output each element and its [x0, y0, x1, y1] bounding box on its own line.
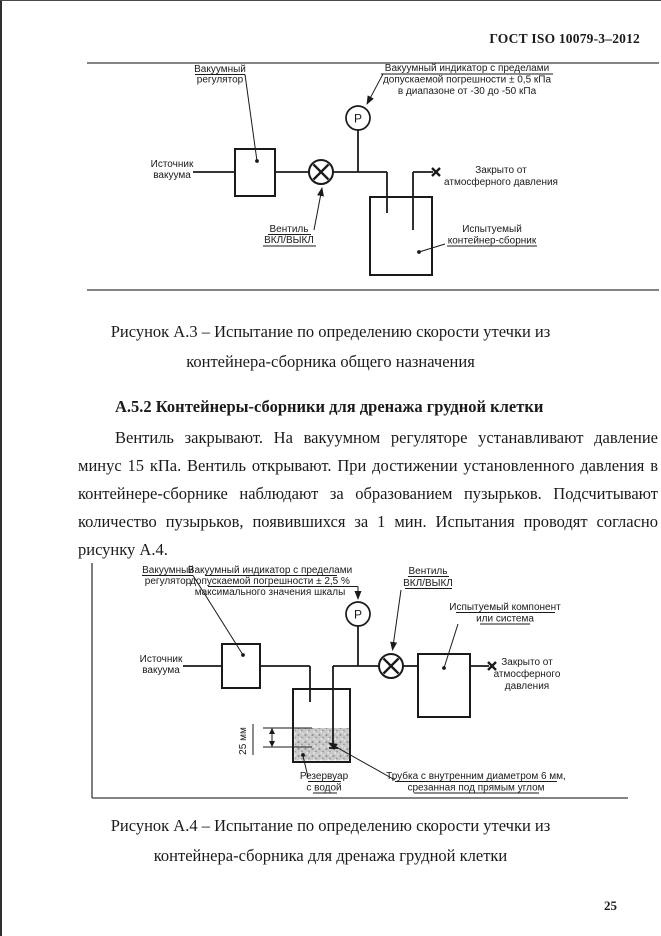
label-line: максимального значения шкалы [194, 587, 346, 598]
label-line: Испытуемый [462, 224, 522, 235]
label-line: вакуума [142, 665, 180, 676]
figure-a4-diagram [87, 558, 659, 803]
label-line: Источник [139, 654, 183, 665]
label-line: допускаемой погрешности ± 2,5 % [190, 576, 350, 587]
label-line: регулятор [144, 576, 192, 587]
caption-line: контейнера-сборника общего назначения [186, 351, 475, 371]
pressure-indicator-icon [346, 602, 370, 626]
label-line: допускаемой погрешности ± 0,5 кПа [382, 74, 552, 86]
label-tube-6mm [329, 743, 566, 794]
scan-edge [0, 0, 2, 936]
leader-arrow [314, 188, 322, 230]
figure-a3-diagram [87, 60, 659, 293]
label-test-container [417, 224, 537, 254]
label-line: вакуума [153, 170, 191, 181]
figure-a3-caption [78, 317, 583, 376]
label-vacuum-indicator [188, 565, 358, 599]
label-line: Вакуумный индикатор с пределами [187, 565, 353, 576]
label-line: Трубка с внутренним диаметром 6 мм, [386, 771, 566, 782]
leader-line [444, 624, 458, 668]
figure-a4-caption [78, 811, 583, 870]
label-vacuum-source [151, 159, 194, 181]
label-line: Закрыто от [501, 657, 553, 668]
body-paragraph: Вентиль закрывают. На вакуумном регуляторе устанавливают давление минус 15 кПа. Вентиль открывают. При достижении установленного давления в контейнере-сборнике наблюдают за образованием пузырьков. Подсчитывают количество пузырьков, появившихся за 1 мин. Испытания проводят согласно рисунку А.4. [78, 428, 658, 559]
label-vacuum-source [140, 654, 183, 676]
caption-line: Рисунок А.4 – Испытание по определению скорости утечки из [110, 816, 551, 835]
label-line: срезанная под прямым углом [407, 782, 545, 794]
gauge-letter: P [353, 111, 363, 126]
dimension-text: 25 мм [238, 727, 249, 755]
label-line: контейнер-сборник [447, 235, 537, 247]
vacuum-regulator-box [235, 149, 275, 196]
caption-line: Рисунок А.3 – Испытание по определению скорости утечки из [110, 322, 551, 341]
label-line: атмосферного давления [444, 177, 558, 188]
vacuum-circuit [193, 106, 440, 275]
on-off-valve-icon [379, 654, 403, 678]
label-line: Вентиль [408, 566, 448, 577]
label-line: ВКЛ/ВЫКЛ [403, 578, 453, 589]
on-off-valve-icon [309, 160, 333, 184]
vacuum-circuit [183, 602, 496, 762]
label-line: давления [504, 681, 550, 692]
label-line: Вакуумный индикатор с пределами [384, 63, 550, 74]
label-line: Испытуемый компонент [449, 602, 561, 613]
label-valve-on-off [393, 566, 453, 650]
test-component-box [418, 654, 470, 717]
sealed-end-icon [432, 168, 440, 176]
label-line: Резервуар [299, 771, 349, 782]
label-line: Закрыто от [475, 165, 527, 176]
label-line: Вакуумный [194, 64, 246, 75]
label-line: в диапазоне от -30 до -50 кПа [397, 86, 537, 97]
page-number: 25 [604, 898, 617, 913]
label-vacuum-indicator [367, 63, 553, 104]
label-line: или система [476, 613, 534, 625]
pressure-indicator-icon [346, 106, 370, 130]
caption-line: контейнера-сборника для дренажа грудной клетки [153, 845, 508, 865]
scan-edge [0, 0, 661, 1]
label-line: Вентиль [269, 224, 309, 235]
leader-arrow [367, 74, 383, 104]
leader-arrow [393, 590, 402, 650]
test-container-box [370, 197, 432, 275]
label-line: Вакуумный [142, 565, 194, 576]
label-line: Источник [150, 159, 194, 170]
section-heading: А.5.2 Контейнеры-сборники для дренажа грудной клетки [115, 397, 544, 416]
label-line: регулятор [196, 74, 244, 86]
label-closed-from-atmosphere [494, 657, 561, 692]
label-line: ВКЛ/ВЫКЛ [264, 235, 314, 246]
label-closed-from-atmosphere [444, 165, 558, 188]
label-line: с водой [306, 782, 342, 794]
document-header: ГОСТ ISO 10079-3–2012 [489, 31, 640, 46]
gauge-letter: P [353, 607, 363, 622]
label-line: атмосферного [493, 669, 561, 680]
vacuum-regulator-box [222, 644, 260, 688]
